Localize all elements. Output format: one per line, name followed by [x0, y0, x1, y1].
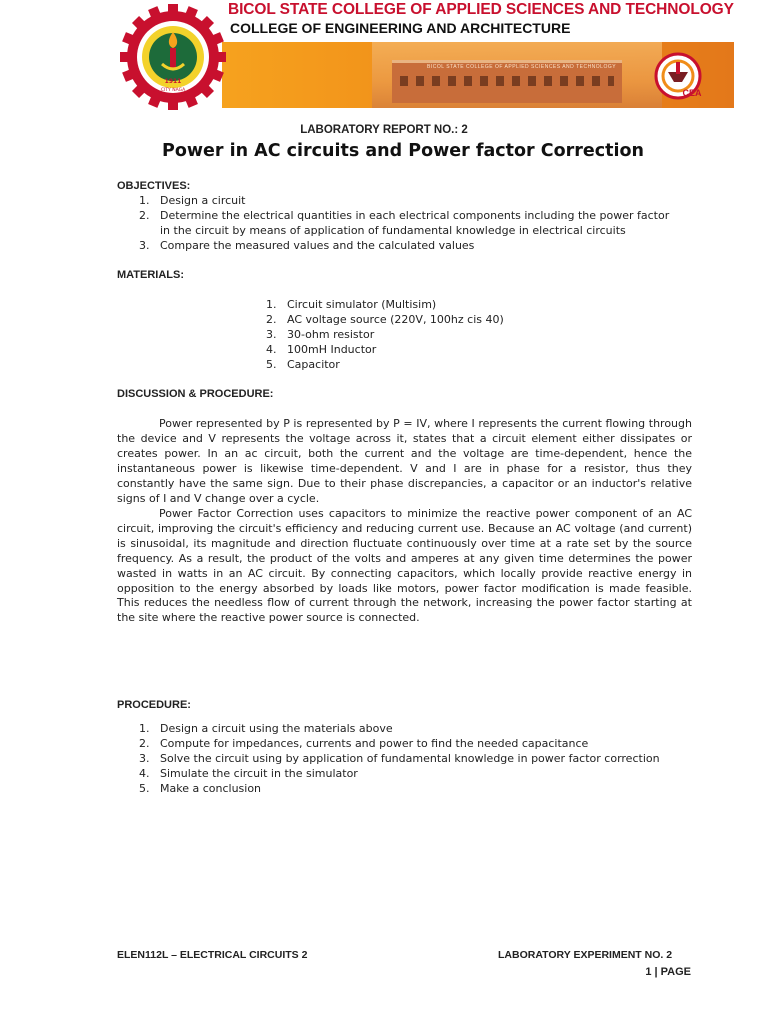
list-item: 1. Design a circuit [139, 194, 246, 207]
list-item: 1. Design a circuit using the materials above [139, 722, 393, 735]
list-item: 4. Simulate the circuit in the simulator [139, 767, 358, 780]
letterhead [0, 0, 768, 112]
footer-course: ELEN112L – ELECTRICAL CIRCUITS 2 [117, 949, 308, 961]
svg-text:1911: 1911 [164, 78, 182, 85]
discussion-paragraph-2: Power Factor Correction uses capacitors to minimize the reactive power component of an AC circuit, improving the circuit's efficiency and reducing current use. Because an AC voltage (and current) is sinusoidal, its magnitude and direction fluctuate continuously over time at a rate set by the source frequency. As a result, the product of the volts and amperes at any given time determines the power wasted in watts in an AC circuit. By connecting capacitors, which locally provide reactive energy in opposition to the energy absorbed by loads like motors, power factor modification is made feasible. This reduces the needless flow of current through the network, increasing the power factor starting at the site where the reactive power source is connected. [117, 507, 692, 625]
college-name: COLLEGE OF ENGINEERING AND ARCHITECTURE [230, 20, 571, 36]
list-item: 3. 30-ohm resistor [266, 328, 375, 341]
footer-experiment: LABORATORY EXPERIMENT NO. 2 [498, 949, 673, 961]
campus-windows [400, 76, 614, 86]
report-title: Power in AC circuits and Power factor Correction [162, 141, 644, 161]
list-item: 5. Make a conclusion [139, 782, 262, 795]
list-item: 4. 100mH Inductor [266, 343, 377, 356]
procedure-list [139, 721, 660, 796]
objectives-heading: OBJECTIVES: [117, 180, 191, 192]
school-seal-logo [118, 2, 228, 112]
report-number: LABORATORY REPORT NO.: 2 [300, 124, 468, 136]
list-item: 2. Determine the electrical quantities in each electrical components including the power factor [139, 209, 670, 222]
list-item-continuation: in the circuit by means of application of fundamental knowledge in electrical circuits [160, 224, 626, 237]
cea-logo-text: CEA [682, 88, 702, 98]
cea-logo [652, 50, 708, 102]
campus-sign: BICOL STATE COLLEGE OF APPLIED SCIENCES AND TECHNOLOGY [427, 64, 617, 70]
discussion-heading: DISCUSSION & PROCEDURE: [117, 388, 274, 400]
materials-heading: MATERIALS: [117, 269, 185, 281]
objectives-list [139, 193, 669, 253]
list-item: 2. Compute for impedances, currents and power to find the needed capacitance [139, 737, 589, 750]
school-name: BICOL STATE COLLEGE OF APPLIED SCIENCES AND TECHNOLOGY [228, 1, 734, 18]
list-item: 1. Circuit simulator (Multisim) [266, 298, 437, 311]
discussion-paragraph-1: Power represented by P is represented by P = IV, where I represents the current flowing through the device and V represents the voltage across it, states that a circuit element either dissipates or creates power. In an ac circuit, both the current and the voltage are time-dependent, hence the instantaneous power is likewise time-dependent. V and I are in phase for a resistor, thus they constantly have the same sign. Due to their phase discrepancies, a capacitor or an inductor's relative signs of I and V change over a cycle. [117, 417, 692, 505]
list-item: 3. Compare the measured values and the calculated values [139, 239, 475, 252]
svg-text:CITY NAGA: CITY NAGA [160, 88, 186, 93]
page-number: 1 | PAGE [645, 966, 691, 978]
materials-list [266, 297, 504, 372]
list-item: 2. AC voltage source (220V, 100hz cis 40) [266, 313, 504, 326]
list-item: 5. Capacitor [266, 358, 340, 371]
list-item: 3. Solve the circuit using by application of fundamental knowledge in power factor correction [139, 752, 660, 765]
procedure-heading: PROCEDURE: [117, 699, 191, 711]
